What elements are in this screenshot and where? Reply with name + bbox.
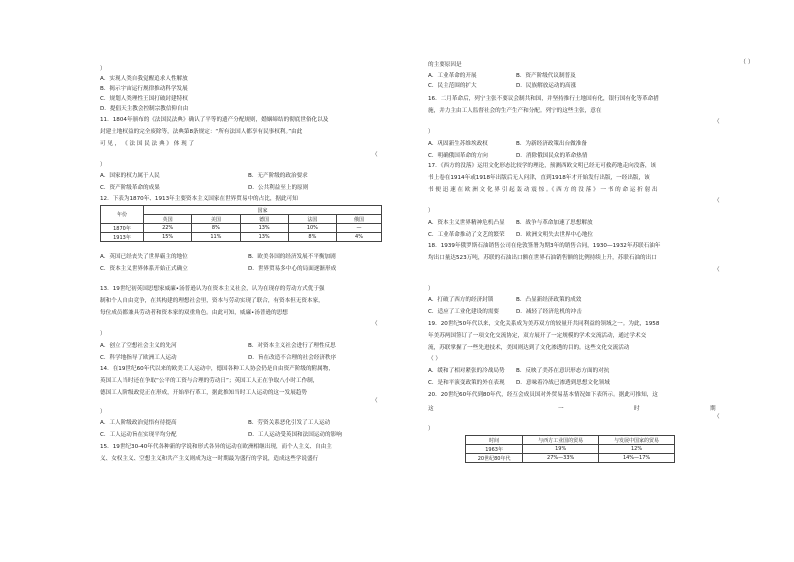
answer-option: D．欧洲文明失去世界中心地位 <box>516 232 594 238</box>
table-group-header: 国家 <box>144 206 382 215</box>
text-line: （ <box>372 398 378 404</box>
table-header: 俄国 <box>337 215 382 224</box>
answer-option: B．战争与革命加速了思想解放 <box>516 220 593 226</box>
text-line: （ <box>714 414 720 420</box>
text-line: 均出口量达523万吨，苏联的石油出口额在世界石油销售额的比例持续上升，苏联石油的出口 <box>428 255 657 261</box>
text-line: ） <box>428 129 434 135</box>
text-line: 每位成员都兼具劳动者和资本家的双重角色。由此可知，威廉•汤普逊的思想 <box>100 310 288 316</box>
table-cell: 1963年 <box>466 445 523 454</box>
answer-option: D．旨在改造不合理的社会经济秩序 <box>248 355 337 361</box>
text-line: ） <box>100 331 106 337</box>
table-row <box>466 445 675 454</box>
text-line: 制和个人自由竞争，在其构建的理想社会里，资本与劳动实现了联合，有资本但无资本家， <box>100 298 324 304</box>
table-cell: 4% <box>337 233 382 242</box>
answer-option: B．反映了美苏在意识形态方面的对抗 <box>516 368 610 374</box>
table-cell: 22% <box>144 224 192 233</box>
answer-option: B．为新经济政策出台做准备 <box>516 141 587 147</box>
text-line: C．工人运动旨在实现平均分配 <box>100 432 177 438</box>
table-header: 时间 <box>466 436 523 445</box>
text-line: 17．《西方的没落》运用文化形态比较学的理论，预测西欧文明已经无可救药地走向没落，该 <box>428 163 657 169</box>
table-cell: 8% <box>288 233 336 242</box>
text-line: C．资本主义世界体系开始正式确立 <box>100 266 188 272</box>
text-line: 封建土地权益的完全废除等，法典第8条规定：“所有法国人都享有民事权利。”由此 <box>100 129 303 135</box>
text-line: 20．20世纪60年代到80年代，经互会成员国对外贸易基本情况如下表所示。据此可推知，这 <box>428 392 658 398</box>
answer-option: B．无产阶级的政治要求 <box>248 173 308 179</box>
table-cell: 13% <box>240 224 288 233</box>
table-corner: 年份 <box>101 206 144 224</box>
table-header: 与西方工业国的贸易 <box>523 436 599 445</box>
table-cell: 10% <box>288 224 336 233</box>
table-header: 英国 <box>144 215 192 224</box>
answer-option: D．世界贸易多中心的局面逐渐形成 <box>248 266 337 272</box>
answer-option: D．工人运动受英国和法国运动的影响 <box>248 432 342 438</box>
table-cell: 8% <box>192 224 240 233</box>
text-line: ） <box>428 426 434 432</box>
comecon-trade-table <box>465 435 675 463</box>
text-line: （ <box>372 321 378 327</box>
text-line: 18．1939年俄罗斯石油销售公司在伦敦签署为期3年的销售合同，1930—1932年苏联石油年 <box>428 243 661 249</box>
text-line: （ ） <box>428 356 441 362</box>
answer-option: B．凸显新经济政策的成效 <box>516 297 582 303</box>
answer-option: B．欧美各国的经济发展不平衡加剧 <box>248 254 336 260</box>
text-line: ） <box>428 286 434 292</box>
text-line: A．实现人类自我觉醒追求人性解放 <box>100 76 188 82</box>
answer-option: D．意味着冷战已渗透到思想文化领域 <box>516 380 610 386</box>
table-header: 与发展中国家的贸易 <box>599 436 675 445</box>
table-row <box>101 224 382 233</box>
text-line: A．英国已经丧失了世界霸主的地位 <box>100 254 188 260</box>
table-row <box>466 454 675 463</box>
answer-option: B．对资本主义社会进行了理性反思 <box>248 343 336 349</box>
table-cell: 13% <box>240 233 288 242</box>
table-header: 德国 <box>240 215 288 224</box>
text-line: 可 见 ， 《 法 国 民 法 典 》 体 现 了 <box>100 141 195 147</box>
text-line: C．科学地指导了欧洲工人运动 <box>100 355 177 361</box>
table-cell: 14%—17% <box>599 454 675 463</box>
text-line: C．明确俄国革命的方向 <box>428 153 488 159</box>
text-line: （ <box>372 152 378 158</box>
text-line: ） <box>100 162 106 168</box>
table-cell: 19% <box>523 445 599 454</box>
text-line: 19．20世纪50年代以来，文化关系成为美苏双方的较量开共同利益的领域之一。为此，1958 <box>428 321 660 327</box>
text-line: C．工业革命推动了文艺的繁荣 <box>428 232 505 238</box>
text-line: A．创立了空想社会主义的先河 <box>100 343 177 349</box>
text-line: A．工业革命的开展 <box>428 73 477 79</box>
text-line: A．打破了西方的经济封锁 <box>428 297 494 303</box>
table-cell: 20世纪80年代 <box>466 454 523 463</box>
text-line: 15．19世纪30-40年代各种新的学说和形式各异的运动在欧洲相继出现，而个人主义、自由主 <box>100 444 332 450</box>
table-cell: 11% <box>192 233 240 242</box>
text-line: 书上卷在1914年或1918年出版后无人问津，直到1918年才开始发行出版，一经出版，该 <box>428 175 650 181</box>
table-cell: 12% <box>599 445 675 454</box>
answer-option: B．劳资关系恶化引发了工人运动 <box>248 420 331 426</box>
trade-share-table <box>100 205 382 242</box>
table-cell: 15% <box>144 233 192 242</box>
table-cell: 1913年 <box>101 233 144 242</box>
text-line: 施，并力主由工人监督社会的生产生产和分配。列宁的这些主张，意在 <box>428 108 602 114</box>
text-line: ） <box>100 66 106 72</box>
text-line: A．国家的权力属于人民 <box>100 173 160 179</box>
text-line: 年美苏两国签订了一项文化交流协定，双方展开了一定规模的学术交流活动，通过学术交 <box>428 333 647 339</box>
text-line: C．资产阶级革命的成果 <box>100 185 160 191</box>
text-line: 12．下表为1870年、1913年主要资本主义国家在世界贸易中的占比，据此可知 <box>100 196 298 202</box>
text-line: 书 便 迅 速 在 欧 洲 文 化 界 引 起 轰 动 震 惊 。《 西 方 的 没 落 》 一 书 的 命 运 折 射 出 <box>428 187 658 193</box>
text-line: A．资本主义世界精神危机凸显 <box>428 220 505 226</box>
text-line: C．规划人类理性王国打破封建特权 <box>100 96 188 102</box>
text-line: （ <box>714 119 720 125</box>
text-line: C．民主范围的扩大 <box>428 83 477 89</box>
text-line: 英国工人当时还在争取“公平的工资与合理的劳动日”；英国工人正在争取八小时工作制， <box>100 378 319 384</box>
text-line: A．巩固新生苏维埃政权 <box>428 141 488 147</box>
table-cell: — <box>337 224 382 233</box>
top-right-answer-paren: （ ） <box>740 59 754 66</box>
text-line: （ <box>714 198 720 204</box>
text-line: 义、女权主义、空想主义和共产主义则成为这一时期最为盛行的学说，造成这些学说盛行 <box>100 456 319 462</box>
table-cell: 27%—33% <box>523 454 599 463</box>
table-cell: 1870年 <box>101 224 144 233</box>
text-line: 14．在19世纪60年代以来的欧美工人运动中，德国各种工人协会仍是自由资产阶级的附属物， <box>100 366 334 372</box>
text-line: 流，苏联掌握了一些先进技术，美国则达到了文化渗透的目的。这些文化交流活动 <box>428 345 630 351</box>
text-line: 11．1804年颁布的《法国民法典》确认了平等的遗产分配规则，婚姻缔结的彻底世俗化以及 <box>100 117 329 123</box>
text-line: ） <box>428 208 434 214</box>
text-line: A．工人阶级政治觉悟有待提高 <box>100 420 177 426</box>
text-line: C．是和平演变政策的外在表现 <box>428 380 505 386</box>
answer-option: D．消除俄国民众的革命热情 <box>516 153 588 159</box>
text-line: 德国工人阶级政党正在形成，开始举行革工，据此推知当时工人运动的这一发展趋势 <box>100 390 307 396</box>
text-line: 13．19世纪初英国思想家威廉•汤普逊认为在资本主义社会，认为在现存的劳动方式优于强 <box>100 286 325 292</box>
answer-option: D．减轻了经济危机的冲击 <box>516 309 582 315</box>
text-line: D．提倡天主教会控制宗教信仰自由 <box>100 106 189 112</box>
table-row <box>101 233 382 242</box>
table-header: 法国 <box>288 215 336 224</box>
text-line: 16．二月革命后，列宁主张不要议会制共和国，并坚持推行土地国有化，银行国有化等革命措 <box>428 96 659 102</box>
text-line: A．缓和了相对紧张的冷战局势 <box>428 368 505 374</box>
text-line: C．适应了工业化建设的需要 <box>428 309 500 315</box>
text-line: （ <box>714 267 720 273</box>
text-line: 的主要原因是 <box>428 62 462 68</box>
table-header: 美国 <box>192 215 240 224</box>
answer-option: B．资产阶级代议制普及 <box>516 73 576 79</box>
text-line: B．揭示宇宙运行规律推动科学发展 <box>100 86 188 92</box>
text-line: ） <box>100 409 106 415</box>
answer-option: D．公共利益至上的原则 <box>248 185 309 191</box>
answer-option: D．民族解放运动的高涨 <box>516 83 577 89</box>
